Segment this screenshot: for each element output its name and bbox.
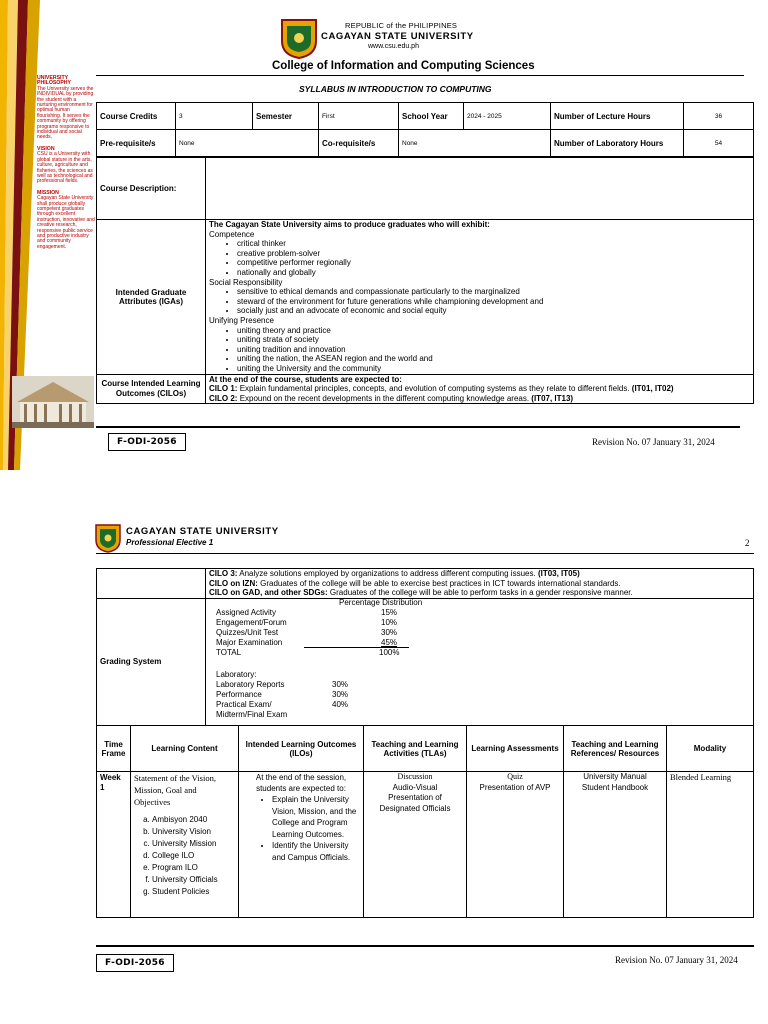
tla-line: Audio-Visual — [392, 782, 438, 792]
philosophy-text: The University serves the INDIVIDUAL by providing the student with a nurturing environment for optimal human flourishing. It serves the community by offering programs responsive to individual and social needs. — [37, 85, 94, 141]
grading-row: Major Examination — [216, 637, 283, 647]
page2-revision-text: Revision No. 07 January 31, 2024 — [615, 955, 738, 965]
prereq-label: Pre-requisite/s — [97, 130, 176, 157]
competence-list — [209, 239, 750, 277]
grading-value: 15% — [381, 607, 398, 617]
header-ilos: Intended Learning Outcomes (ILOs) — [239, 726, 364, 772]
sidebar — [37, 76, 95, 256]
assessment-cell — [467, 772, 564, 918]
references-cell — [564, 772, 667, 918]
semester-value: First — [319, 103, 399, 130]
list-item: • critical thinker — [237, 239, 750, 249]
list-item: • uniting theory and practice — [237, 326, 750, 336]
tla-line: Presentation of — [388, 793, 442, 802]
grading-value: 45% — [381, 637, 398, 647]
footer-rule — [96, 426, 740, 428]
grading-label: Grading System — [97, 598, 206, 725]
revision-text: Revision No. 07 January 31, 2024 — [592, 437, 715, 447]
description-label: Course Description: — [97, 158, 206, 220]
list-item: • uniting tradition and innovation — [237, 345, 750, 355]
header-assessments: Learning Assessments — [467, 726, 564, 772]
list-item: c. University Mission — [152, 838, 235, 850]
page2-university-name: CAGAYAN STATE UNIVERSITY — [126, 526, 279, 537]
mission-title: MISSION — [37, 189, 59, 196]
list-item: • creative problem-solver — [237, 249, 750, 259]
iga-social: Social Responsibility — [209, 277, 283, 287]
university-name: CAGAYAN STATE UNIVERSITY — [321, 31, 474, 42]
list-item: • uniting the nation, the ASEAN region and the world and — [237, 354, 750, 364]
header-rule — [96, 75, 744, 76]
page2-subtitle: Professional Elective 1 — [126, 538, 214, 547]
ilo-intro: At the end of the session, students are expected to: — [255, 773, 347, 793]
cilo-3: CILO 3: Analyze solutions employed by organizations to address different computing issues. (IT03, IT05) — [209, 569, 580, 578]
cilo-gad: CILO on GAD, and other SDGs: Graduates of the college will be able to perform tasks in a gender responsive manner. — [209, 588, 633, 598]
cilo-content — [206, 374, 754, 404]
school-year-label: School Year — [399, 103, 464, 130]
lab-hours-label: Number of Laboratory Hours — [551, 130, 684, 157]
cilo-continued-content — [206, 569, 754, 599]
header-modality: Modality — [667, 726, 754, 772]
list-item: • uniting the University and the community — [237, 364, 750, 374]
page-number: 2 — [745, 538, 750, 548]
cilo-1: CILO 1: Explain fundamental principles, concepts, and evolution of computing systems as they relate to different fields. (IT01, IT02) — [209, 384, 674, 393]
header-learning-content: Learning Content — [131, 726, 239, 772]
tla-cell — [364, 772, 467, 918]
credits-label: Course Credits — [97, 103, 176, 130]
course-info-table — [96, 102, 754, 157]
cilo-continued-table — [96, 568, 754, 726]
lab-hours-value: 54 — [684, 130, 754, 157]
week-cell: Week 1 — [97, 772, 131, 918]
iga-competence: Competence — [209, 229, 255, 239]
website-link[interactable]: www.csu.edu.ph — [368, 43, 419, 50]
lab-value: 30% — [332, 689, 349, 699]
header-tlas: Teaching and Learning Activities (TLAs) — [364, 726, 467, 772]
unifying-list — [209, 326, 750, 374]
list-item: b. University Vision — [152, 826, 235, 838]
college-name: College of Information and Computing Sciences — [272, 60, 535, 72]
campus-building-image — [12, 376, 94, 428]
form-code: F-ODI-2056 — [108, 433, 186, 451]
iga-intro: The Cagayan State University aims to produce graduates who will exhibit: — [209, 220, 490, 229]
social-list — [209, 287, 750, 316]
coreq-label: Co-requisite/s — [319, 130, 399, 157]
lab-value: 30% — [332, 679, 349, 689]
list-item: • nationally and globally — [237, 268, 750, 278]
credits-value: 3 — [176, 103, 253, 130]
list-item: • competitive performer regionally — [237, 258, 750, 268]
page2-form-code: F-ODI-2056 — [96, 954, 174, 972]
lecture-hours-value: 36 — [684, 103, 754, 130]
republic-text: REPUBLIC of the PHILIPPINES — [345, 21, 458, 30]
semester-label: Semester — [253, 103, 319, 130]
lab-row: Laboratory Reports — [216, 679, 285, 689]
header-references: Teaching and Learning References/ Resources — [564, 726, 667, 772]
list-item: • sensitive to ethical demands and compassionate particularly to the marginalized — [237, 287, 750, 297]
list-item: • socially just and an advocate of economic and social equity — [237, 306, 750, 316]
list-item: • uniting strata of society — [237, 335, 750, 345]
list-item: • Identify the University and Campus Officials. — [272, 840, 360, 863]
cilo-intro: At the end of the course, students are expected to: — [209, 374, 402, 384]
list-item: g. Student Policies — [152, 886, 235, 898]
ilo-list — [242, 794, 360, 863]
cilo-2: CILO 2: Expound on the recent developments in the different computing knowledge areas. (IT07, IT13) — [209, 393, 574, 403]
content-list — [134, 814, 235, 898]
list-item: • Explain the University Vision, Mission, and the College and Program Learning Outcomes. — [272, 794, 360, 840]
grading-row: Quizzes/Unit Test — [216, 627, 279, 637]
list-item: d. College ILO — [152, 850, 235, 862]
course-details-table — [96, 157, 754, 404]
iga-content — [206, 220, 754, 375]
cilo-continued-label — [97, 569, 206, 599]
lab-heading: Laboratory: — [216, 669, 257, 679]
lab-row: Midterm/Final Exam — [216, 709, 288, 719]
lab-value: 40% — [332, 699, 349, 709]
grading-total: TOTAL — [216, 647, 242, 657]
lab-row: Performance — [216, 689, 262, 699]
iga-label: Intended Graduate Attributes (IGAs) — [97, 220, 206, 375]
grading-value: 10% — [381, 617, 398, 627]
university-seal-logo-small — [94, 523, 122, 553]
reference-line: Student Handbook — [581, 782, 649, 792]
lecture-hours-label: Number of Lecture Hours — [551, 103, 684, 130]
tla-line: Designated Officials — [379, 803, 451, 813]
mission-text: Cagayan State University shall produce globally competent graduates through excellent instruction, innovative and creative research, responsive public service and productive industry and community engagement. — [37, 195, 95, 250]
learning-plan-table — [96, 725, 754, 918]
list-item: e. Program ILO — [152, 862, 235, 874]
cilo-izn: CILO on IZN: Graduates of the college will be able to exercise best practices in ICT towards international standards. — [209, 578, 621, 588]
assessment-line: Quiz — [507, 772, 523, 781]
content-intro: Statement of the Vision, Mission, Goal and Objectives — [134, 773, 216, 807]
grading-row: Engagement/Forum — [216, 617, 287, 627]
list-item: a. Ambisyon 2040 — [152, 814, 235, 826]
ilo-cell — [239, 772, 364, 918]
grading-content — [206, 598, 754, 725]
tla-line: Discussion — [397, 772, 433, 781]
list-item: • steward of the environment for future generations while championing development and — [237, 297, 750, 307]
prereq-value: None — [176, 130, 319, 157]
assessment-line: Presentation of AVP — [479, 782, 551, 792]
school-year-value: 2024 - 2025 — [464, 103, 551, 130]
modality-cell: Blended Learning — [667, 772, 754, 918]
grading-total-value: 100% — [379, 647, 400, 657]
cilo-label: Course Intended Learning Outcomes (CILOs) — [97, 374, 206, 404]
grading-row: Assigned Activity — [216, 607, 277, 617]
lab-row: Practical Exam/ — [216, 699, 272, 709]
university-seal-logo — [279, 17, 319, 59]
philosophy-title: UNIVERSITY PHILOSOPHY — [37, 75, 72, 87]
page2-footer-rule — [96, 945, 754, 947]
learning-content-cell — [131, 772, 239, 918]
header-time-frame: Time Frame — [97, 726, 131, 772]
page2-header-rule — [96, 553, 754, 554]
grading-value: 30% — [381, 627, 398, 637]
vision-text: CSU is a University with global stature in the arts, culture, agriculture and fisheries, the sciences as well as technological and professional fields. — [37, 151, 93, 185]
reference-line: University Manual — [583, 772, 647, 781]
list-item: f. University Officials — [152, 874, 235, 886]
grading-heading: Percentage Distribution — [339, 597, 423, 607]
coreq-value: None — [399, 130, 551, 157]
vision-title: VISION — [37, 145, 55, 152]
iga-unifying: Unifying Presence — [209, 315, 274, 325]
description-value — [206, 158, 754, 220]
syllabus-title: SYLLABUS IN INTRODUCTION TO COMPUTING — [299, 84, 492, 94]
